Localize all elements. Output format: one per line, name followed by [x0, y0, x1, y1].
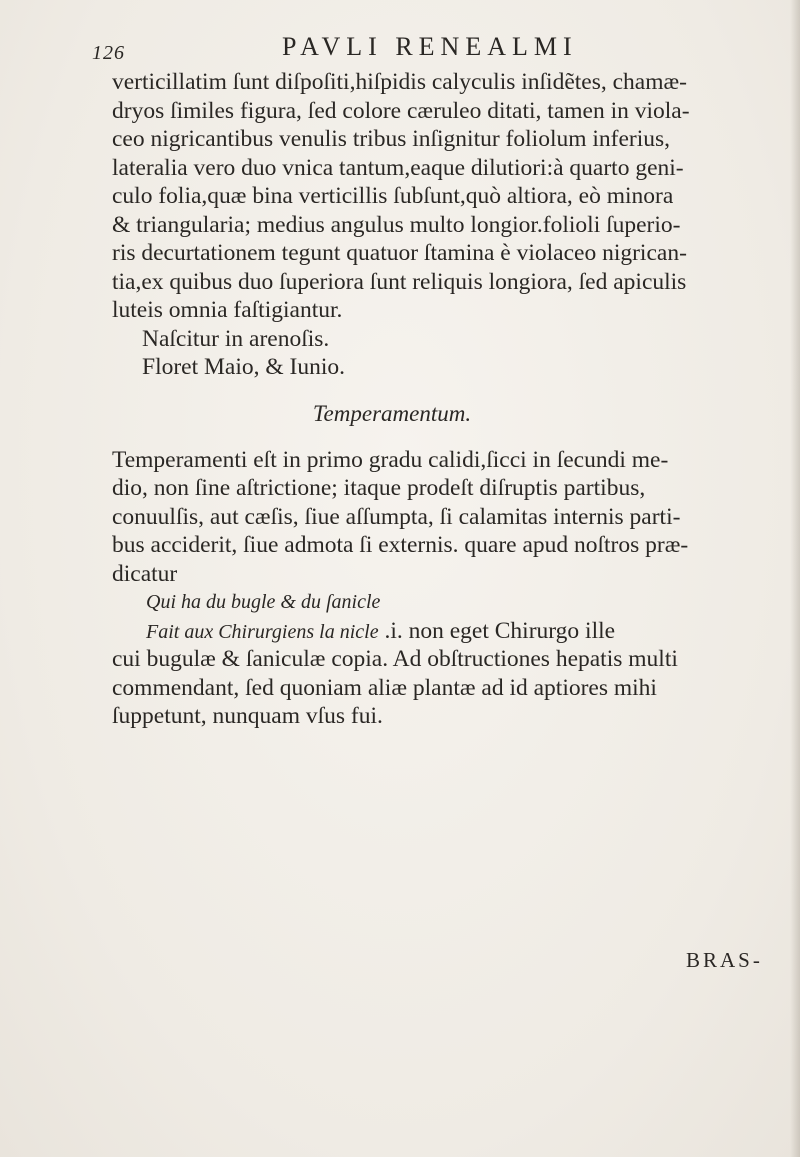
text-line: & triangularia; medius angulus multo longior.folioli ſuperio-	[112, 211, 681, 238]
habitat-line: Naſcitur in arenoſis.	[142, 325, 330, 352]
paragraph-temperament	[112, 446, 772, 589]
page-header	[92, 32, 782, 72]
text-line: lateralia vero duo vnica tantum,eaque dilutiori:à quarto geni-	[112, 154, 684, 181]
text-line: luteis omnia faſtigiantur.	[112, 297, 343, 323]
text-line: ſuppetunt, nunquam vſus fui.	[112, 703, 383, 729]
proverb-line-italic: Fait aux Chirurgiens la nicle	[146, 620, 379, 643]
text-line: ceo nigricantibus venulis tribus inſignitur foliolum inferius,	[112, 126, 671, 152]
text-line: culo folia,quæ bina verticillis ſubſunt,quò altiora, eò minora	[112, 183, 674, 209]
page-edge-shadow	[790, 0, 800, 1157]
page-number: 126	[92, 42, 125, 64]
text-line: verticillatim ſunt diſpoſiti,hiſpidis calyculis inſidẽtes, chamæ-	[112, 69, 688, 95]
text-line: cui bugulæ & ſaniculæ copia. Ad obſtructiones hepatis multi	[112, 646, 678, 672]
text-block	[112, 68, 772, 731]
text-line: bus acciderit, ſiue admota ſi externis. quare apud noſtros præ-	[112, 532, 689, 558]
proverb-gloss: .i. non eget Chirurgo ille	[378, 617, 616, 644]
text-line: Temperamenti eſt in primo gradu calidi,ſicci in ſecundi me-	[112, 446, 669, 473]
text-line: ris decurtationem tegunt quatuor ſtamina è violaceo nigrican-	[112, 240, 687, 266]
section-heading: Temperamentum.	[312, 400, 472, 426]
text-line: dryos ſimiles figura, ſed colore cæruleo ditati, tamen in viola-	[112, 97, 690, 124]
text-line: dicatur	[112, 560, 178, 587]
heading-wrapper	[112, 382, 772, 446]
text-line: conuulſis, aut cæſis, ſiue aſſumpta, ſi calamitas internis parti-	[112, 503, 681, 530]
text-line: dio, non ſine aſtrictione; itaque prodeſt diſruptis partibus,	[112, 475, 646, 501]
paragraph-uses	[112, 645, 772, 731]
catchword: BRAS-	[686, 948, 763, 972]
paragraph-description	[112, 68, 772, 325]
proverb-line: Qui ha du bugle & du ſanicle	[146, 591, 381, 613]
running-head: PAVLI RENEALMI	[282, 32, 578, 61]
flowering-line: Floret Maio, & Iunio.	[142, 354, 345, 380]
text-line: commendant, ſed quoniam aliæ plantæ ad id aptiores mihi	[112, 674, 657, 701]
proverb-line-mixed	[112, 617, 772, 646]
text-line: tia,ex quibus duo ſuperiora ſunt reliquis longiora, ſed apiculis	[112, 268, 687, 295]
